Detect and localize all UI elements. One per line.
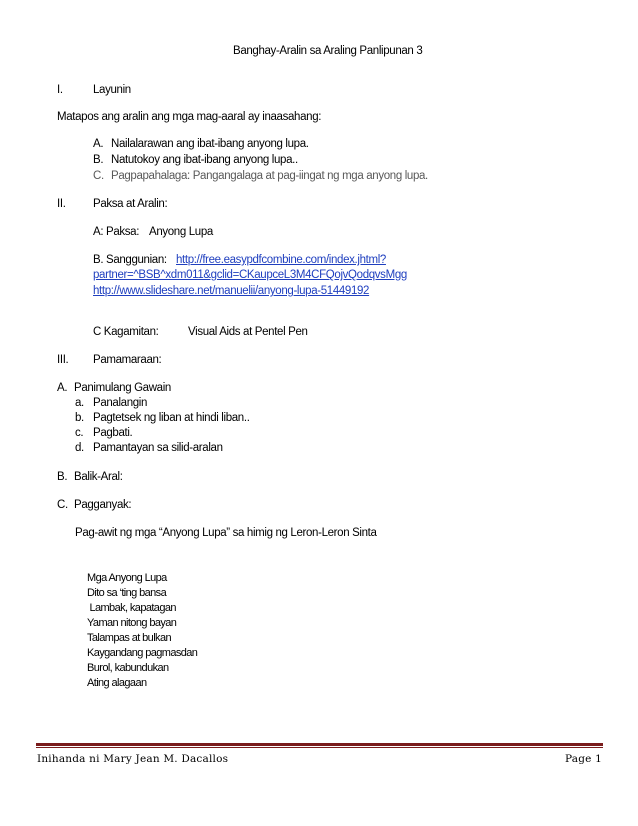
part-title: Pagganyak: [74,499,132,511]
activity-letter: a. [75,397,84,409]
song-line: Burol, kabundukan [87,662,169,674]
activity-letter: d. [75,442,84,454]
song-line: Dito sa ‘ting bansa [87,587,167,599]
objective-text: Natutokoy ang ibat-ibang anyong lupa.. [111,154,298,166]
objectives-intro: Matapos ang aralin ang mga mag-aaral ay inaasahang: [57,111,322,123]
part-title: Balik-Aral: [74,471,123,483]
song-line: Yaman nitong bayan [87,617,177,629]
reference-link[interactable]: http://www.slideshare.net/manuelii/anyong-lupa-51449192 [93,285,370,297]
section-heading: Layunin [93,84,131,96]
objective-letter: C. [93,170,104,182]
footer-divider [36,743,603,746]
part-label: B. [57,471,68,483]
part-title: Panimulang Gawain [74,382,171,394]
paksa-value: Anyong Lupa [149,226,213,238]
sanggunian-label: B. Sanggunian: [93,254,167,266]
song-line: Mga Anyong Lupa [87,572,167,584]
paksa-label: A: Paksa: [93,226,140,238]
reference-link[interactable]: http://free.easypdfcombine.com/index.jhtml? [176,254,386,266]
song-line: Kaygandang pagmasdan [87,647,198,659]
page-title: Banghay-Aralin sa Araling Panlipunan 3 [233,45,423,57]
song-line: Talampas at bulkan [87,632,171,644]
activity-text: Pamantayan sa silid-aralan [93,442,223,454]
footer-divider-thin [36,747,603,748]
objective-text: Pagpapahalaga: Pangangalaga at pag-iingat ng mga anyong lupa. [111,170,428,182]
activity-text: Pagtetsek ng liban at hindi liban.. [93,412,250,424]
footer-author: Inihanda ni Mary Jean M. Dacallos [37,753,229,765]
section-heading: Paksa at Aralin: [93,198,168,210]
activity-text: Pagbati. [93,427,133,439]
song-instruction: Pag-awit ng mga “Anyong Lupa” sa himig ng Leron-Leron Sinta [75,527,377,539]
part-label: C. [57,499,68,511]
reference-link[interactable]: partner=^BSB^xdm011&gclid=CKaupceL3M4CFQojvQodqvsMgg [93,269,407,281]
objective-text: Nailalarawan ang ibat-ibang anyong lupa. [111,138,309,150]
objective-letter: A. [93,138,104,150]
part-label: A. [57,382,68,394]
section-numeral: I. [57,84,63,96]
section-numeral: II. [57,198,66,210]
kagamitan-label: C Kagamitan: [93,326,159,338]
activity-letter: b. [75,412,84,424]
kagamitan-value: Visual Aids at Pentel Pen [188,326,308,338]
song-line: Lambak, kapatagan [87,602,176,614]
section-numeral: III. [57,354,69,366]
footer-page-number: Page 1 [564,753,602,765]
activity-letter: c. [75,427,84,439]
section-heading: Pamamaraan: [93,354,162,366]
song-line: Ating alagaan [87,677,147,689]
activity-text: Panalangin [93,397,148,409]
song-lyrics [87,571,197,691]
objective-letter: B. [93,154,104,166]
